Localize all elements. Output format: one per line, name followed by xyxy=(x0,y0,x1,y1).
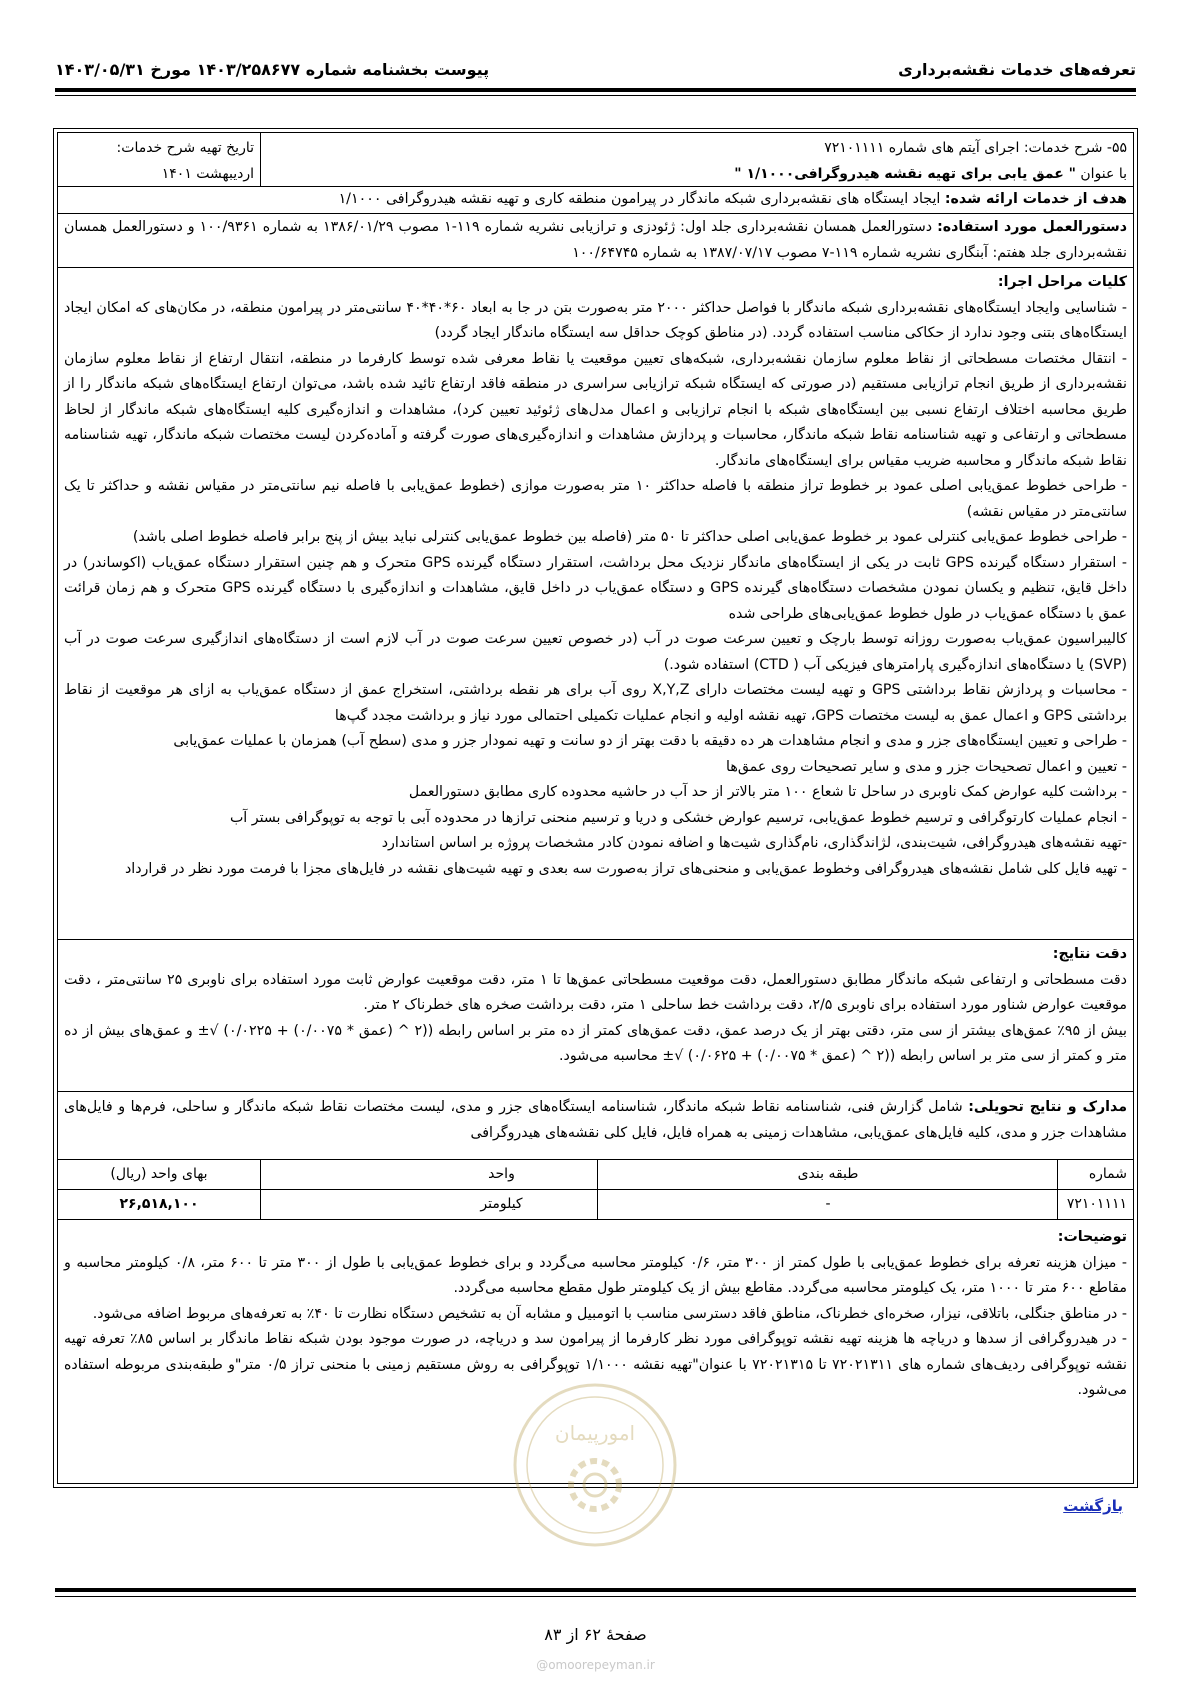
col-number-header: شماره xyxy=(1088,1166,1127,1182)
header-rule-thin xyxy=(55,95,1136,96)
item-number: ۷۲۱۰۱۱۱۱ xyxy=(1066,1196,1127,1212)
title-divider xyxy=(260,133,261,186)
goal-row xyxy=(58,186,1133,214)
accuracy-text xyxy=(64,942,1127,1070)
steps-row xyxy=(58,267,1133,940)
step-item: - طراحی خطوط عمق‌یابی اصلی عمود بر خطوط تراز منطقه با فاصله حداکثر ۱۰ متر به‌صورت موازی (خطوط عمق‌یابی با فاصله نیم سانتی‌متر در مقیاس نقشه و حداکثر تا یک سانتی‌متر در مقیاس نقشه) xyxy=(64,478,1127,520)
date-label: تاریخ تهیه شرح خدمات: xyxy=(116,140,254,156)
header-title: تعرفه‌های خدمات نقشه‌برداری xyxy=(898,60,1136,79)
step-item: - محاسبات و پردازش نقاط برداشتی GPS و تهیه لیست مختصات دارای X,Y,Z روی آب برای هر نقطه برداشتی، استخراج عمق از دستگاه عمق‌یاب به ازای هر موقعیت از نقاط برداشتی GPS و اعمال عمق به لیست مختصات GPS، تهیه نقشه اولیه و انجام عملیات تکمیلی احتمالی مورد نیاز و برداشت مجدد گپ‌ها xyxy=(64,682,1128,724)
deliverables-row xyxy=(58,1091,1133,1160)
note-item: - در مناطق جنگلی، باتلاقی، نیزار، صخره‌ای خطرناک، مناطق فاقد دسترسی مناسب با اتومبیل و مشابه آن به تشخیص دستگاه نظارت تا ۴۰٪ به تعرفه‌های مربوط اضافه می‌شود. xyxy=(92,1305,1127,1322)
item-classification: - xyxy=(825,1196,831,1212)
seal-watermark xyxy=(510,1380,680,1550)
header-rule-thick xyxy=(55,88,1136,92)
step-item: کالیبراسیون عمق‌یاب به‌صورت روزانه توسط بارچک و تعیین سرعت صوت در آب (در خصوص تعیین سرعت صوت در آب لازم است از دستگاه‌های اندازگیری سرعت صوت در آب (SVP) یا دستگاه‌های اندازه‌گیری پارامترهای فیزیکی آب ( CTD) استفاده شود.) xyxy=(64,631,1127,673)
page-header xyxy=(55,58,1136,88)
instructions-label: دستورالعمل مورد استفاده: xyxy=(937,219,1127,235)
deliverables-text: مدارک و نتایج تحویلی: شامل گزارش فنی، شناسنامه نقاط شبکه ماندگار، شناسنامه ایستگاه‌های جزر و مدی، لیست مختصات نقاط شبکه ماندگار و ساحلی، فرم‌ها و فایل‌های مشاهدات جزر و مدی، کلیه فایل‌های عمق‌یابی، مشاهدات زمینی به همراه فایل، فایل کلی نقشه‌های هیدروگرافی xyxy=(64,1099,1127,1141)
step-item: - طراحی خطوط عمق‌یابی کنترلی عمود بر خطوط عمق‌یابی اصلی حداکثر تا ۵۰ متر (فاصله بین خطوط عمق‌یابی کنترلی نباید بیش از پنج برابر فاصله خطوط اصلی باشد) xyxy=(132,529,1127,545)
col-price-header: بهای واحد (ریال) xyxy=(110,1166,208,1182)
service-table-inner xyxy=(57,132,1134,1484)
note-item: - میزان هزینه تعرفه برای خطوط عمق‌یابی با طول کمتر از ۳۰۰ متر، ۰/۶ کیلومتر محاسبه می‌گردد و برای خطوط عمق‌یابی با طول از ۳۰۰ متر تا ۶۰۰ متر، ۰/۸ کیلومتر محاسبه و مقاطع ۶۰۰ متر تا ۱۰۰۰ متر، یک کیلومتر محاسبه می‌گردد. مقاطع بیش از یک کیلومتر طول مقطع محاسبه می‌گردد. xyxy=(64,1254,1128,1296)
page-number: صفحهٔ ۶۲ از ۸۳ xyxy=(544,1625,647,1644)
price-header-row xyxy=(58,1159,1133,1190)
accuracy-paragraph: بیش از ۹۵٪ عمق‌های بیشتر از سی متر، دقتی بهتر از یک درصد عمق، دقت عمق‌های کمتر از ده متر بر اساس رابطه ((۲ ^ (عمق * ۰/۰۰۷۵) + ۰/۰۲۲۵) √± و عمق‌های بیش از ده متر و کمتر از سی متر بر اساس رابطه ((۲ ^ (عمق * ۰/۰۰۷۵) + ۰/۰۶۲۵) √± محاسبه می‌شود. xyxy=(64,1022,1127,1064)
item-price: ۲۶,۵۱۸,۱۰۰ xyxy=(119,1196,199,1212)
date-cell xyxy=(68,135,254,186)
step-item: - استقرار دستگاه گیرنده GPS ثابت در یکی از ایستگاه‌های ماندگار نزدیک محل برداشت، استقرار دستگاه گیرنده GPS متحرک و هم چنین استقرار دستگاه عمق‌یاب (اکوساندر) در داخل قایق، تنظیم و یکسان نمودن مشخصات دستگاه‌های گیرنده GPS و دستگاه عمق‌یاب در داخل قایق، مشاهدات و اندازه‌گیری با دستگاه گیرنده GPS متحرک و هم زمان قرائت عمق با دستگاه عمق‌یاب در طول خطوط عمق‌یابی‌های طراحی شده xyxy=(64,554,1127,622)
header-appendix: پیوست بخشنامه شماره ۱۴۰۳/۲۵۸۶۷۷ مورخ ۱۴۰۳/۰۵/۳۱ xyxy=(55,60,490,79)
item-unit: کیلومتر xyxy=(480,1196,523,1212)
instructions-text: دستورالعمل مورد استفاده: دستورالعمل همسان نقشه‌برداری جلد اول: ژئودزی و ترازیابی نشریه شماره ۱۱۹-۱ مصوب ۱۳۸۶/۰۱/۲۹ به شماره ۱۰۰/۹۳۶۱ و دستورالعمل همسان نقشه‌برداری جلد هفتم: آبنگاری نشریه شماره ۱۱۹-۷ مصوب ۱۳۸۷/۰۷/۱۷ به شماره ۱۰۰/۶۴۷۴۵ xyxy=(64,219,1127,261)
col-divider xyxy=(260,1189,261,1219)
accuracy-paragraph: دقت مسطحاتی و ارتفاعی شبکه ماندگار مطابق دستورالعمل، دقت موقعیت مسطحاتی عمق‌ها تا ۱ متر، دقت موقعیت عوارض ثابت مورد استفاده برای ناوبری ۲۵ سانتی‌متر ، دقت موقعیت عوارض شناور مورد استفاده برای ناوبری ۲/۵، دقت برداشت خط ساحلی ۱ متر، دقت برداشت صخره های خطرناک ۲ متر. xyxy=(64,971,1127,1013)
accuracy-label: دقت نتایج: xyxy=(1052,946,1127,962)
step-item: - شناسایی وایجاد ایستگاه‌های نقشه‌برداری شبکه ماندگار با فواصل حداکثر ۲۰۰۰ متر به‌صورت بتن در جا به ابعاد ۶۰*۴۰*۴۰ سانتی‌متر در پیرامون منطقه، در مکان‌های که امکان ایجاد ایستگاه‌های بتنی وجود ندارد از حکاکی مناسب استفاده گردد. (در مناطق کوچک حداقل سه ایستگاه ماندگار ایجاد گردد) xyxy=(64,299,1127,341)
back-link[interactable]: بازگشت xyxy=(1063,1497,1123,1515)
step-item: - انجام عملیات کارتوگرافی و ترسیم خطوط عمق‌یابی، ترسیم عوارض خشکی و دریا و ترسیم منحنی ترازها در محدوده آبی با توجه به توپوگرافی بستر آب xyxy=(229,809,1127,826)
date-value: اردیبهشت ۱۴۰۱ xyxy=(161,166,254,182)
step-item: -تهیه نقشه‌های هیدروگرافی، شیت‌بندی، لژاندگذاری، نام‌گذاری شیت‌ها و اضافه نمودن کادر مشخصات پروژه بر اساس استاندارد xyxy=(381,835,1127,851)
col-classification-header: طبقه بندی xyxy=(797,1166,859,1182)
seal-text: امورپیمان xyxy=(554,1421,636,1445)
accuracy-row xyxy=(58,939,1133,1092)
service-table xyxy=(53,128,1138,1488)
service-description xyxy=(347,135,1127,186)
step-item: - تعیین و اعمال تصحیحات جزر و مدی و سایر تصحیحات روی عمق‌ها xyxy=(726,758,1127,775)
service-line2: با عنوان " عمق یابی برای تهیه نقشه هیدروگرافی۱/۱۰۰۰ " xyxy=(734,166,1127,182)
site-watermark: @omoorepeyman.ir xyxy=(536,1658,655,1672)
notes-list xyxy=(64,1225,1127,1404)
step-item: - طراحی و تعیین ایستگاه‌های جزر و مدی و انجام مشاهدات هر ده دقیقه با دقت بهتر از دو سانت و تهیه نمودار جزر و مدی (سطح آب) همزمان با عملیات عمق‌یابی xyxy=(173,733,1127,749)
note-item: - در هیدروگرافی از سدها و دریاچه ها هزینه تهیه نقشه توپوگرافی مورد نظر کارفرما از پیرامون سد و دریاچه، در صورت موجود بودن شبکه نقاط ماندگار بر اساس ۸۵٪ تعرفه تهیه نقشه توپوگرافی ردیف‌های شماره های ۷۲۰۲۱۳۱۱ تا ۷۲۰۲۱۳۱۵ با عنوان"تهیه نقشه ۱/۱۰۰۰ توپوگرافی به روش مستقیم زمینی با منحنی تراز ۰/۵ متر"و طبقه‌بندی مربوطه استفاده می‌شود. xyxy=(64,1331,1127,1398)
steps-list xyxy=(64,270,1127,882)
service-title-row xyxy=(58,133,1133,187)
col-unit-header: واحد xyxy=(488,1166,515,1182)
footer-rule-thick xyxy=(55,1588,1136,1592)
service-line1: ۵۵- شرح خدمات: اجرای آیتم های شماره ۷۲۱۰۱۱۱۱ xyxy=(824,140,1127,156)
deliverables-label: مدارک و نتایج تحویلی: xyxy=(968,1099,1127,1115)
price-value-row xyxy=(58,1189,1133,1220)
service-title: " عمق یابی برای تهیه نقشه هیدروگرافی۱/۱۰۰۰ " xyxy=(734,166,1076,182)
steps-label: کلیات مراحل اجرا: xyxy=(997,274,1127,290)
instructions-row xyxy=(58,213,1133,268)
goal-text: هدف از خدمات ارائه شده: ایجاد ایستگاه های نقشه‌برداری شبکه ماندگار در پیرامون منطقه کاری و تهیه نقشه هیدروگرافی ۱/۱۰۰۰ xyxy=(338,191,1127,207)
step-item: - برداشت کلیه عوارض کمک ناوبری در ساحل تا شعاع ۱۰۰ متر بالاتر از حد آب در حاشیه محدوده کاری مطابق دستورالعمل xyxy=(408,784,1127,800)
step-item: - انتقال مختصات مسطحاتی از نقاط معلوم سازمان نقشه‌برداری، شبکه‌های تعیین موقعیت یا نقاط معرفی شده توسط کارفرما در منطقه، انتقال ارتفاع از نقاط معلوم سازمان نقشه‌برداری از طریق انجام ترازیابی مستقیم (در صورتی که ایستگاه شبکه ترازیابی سراسری در منطقه فاقد ارتفاع تائید شده باشد، می‌توان ارتفاع ایستگاه‌های شبکه ماندگار را از طریق محاسبه اختلاف ارتفاع نسبی بین ایستگاه‌های شبکه با انجام ترازیابی و اعمال مدل‌های ژئوئید تعیین کرد)، مشاهدات و اندازه‌گیری کلیه ایستگاه‌های شبکه ماندگار از لحاظ مسطحاتی و ارتفاعی و تهیه شناسنامه نقاط شبکه ماندگار، محاسبات و پردازش مشاهدات و اندازه‌گیری‌های صورت گرفته و آماده‌کردن لیست مختصات شبکه ماندگار، تهیه شناسنامه نقاط شبکه ماندگار و محاسبه ضریب مقیاس برای ایستگاه‌های ماندگار. xyxy=(64,350,1127,469)
goal-label: هدف از خدمات ارائه شده: xyxy=(944,191,1127,207)
footer-rule-thin xyxy=(55,1596,1136,1597)
col-divider xyxy=(260,1159,261,1189)
step-item: - تهیه فایل کلی شامل نقشه‌های هیدروگرافی وخطوط عمق‌یابی و منحنی‌های تراز به‌صورت سه بعدی و تهیه شیت‌های نقشه در فایل‌های مجزا با فرمت مورد نظر در قرارداد xyxy=(124,860,1127,877)
notes-label: توضیحات: xyxy=(1057,1229,1127,1245)
